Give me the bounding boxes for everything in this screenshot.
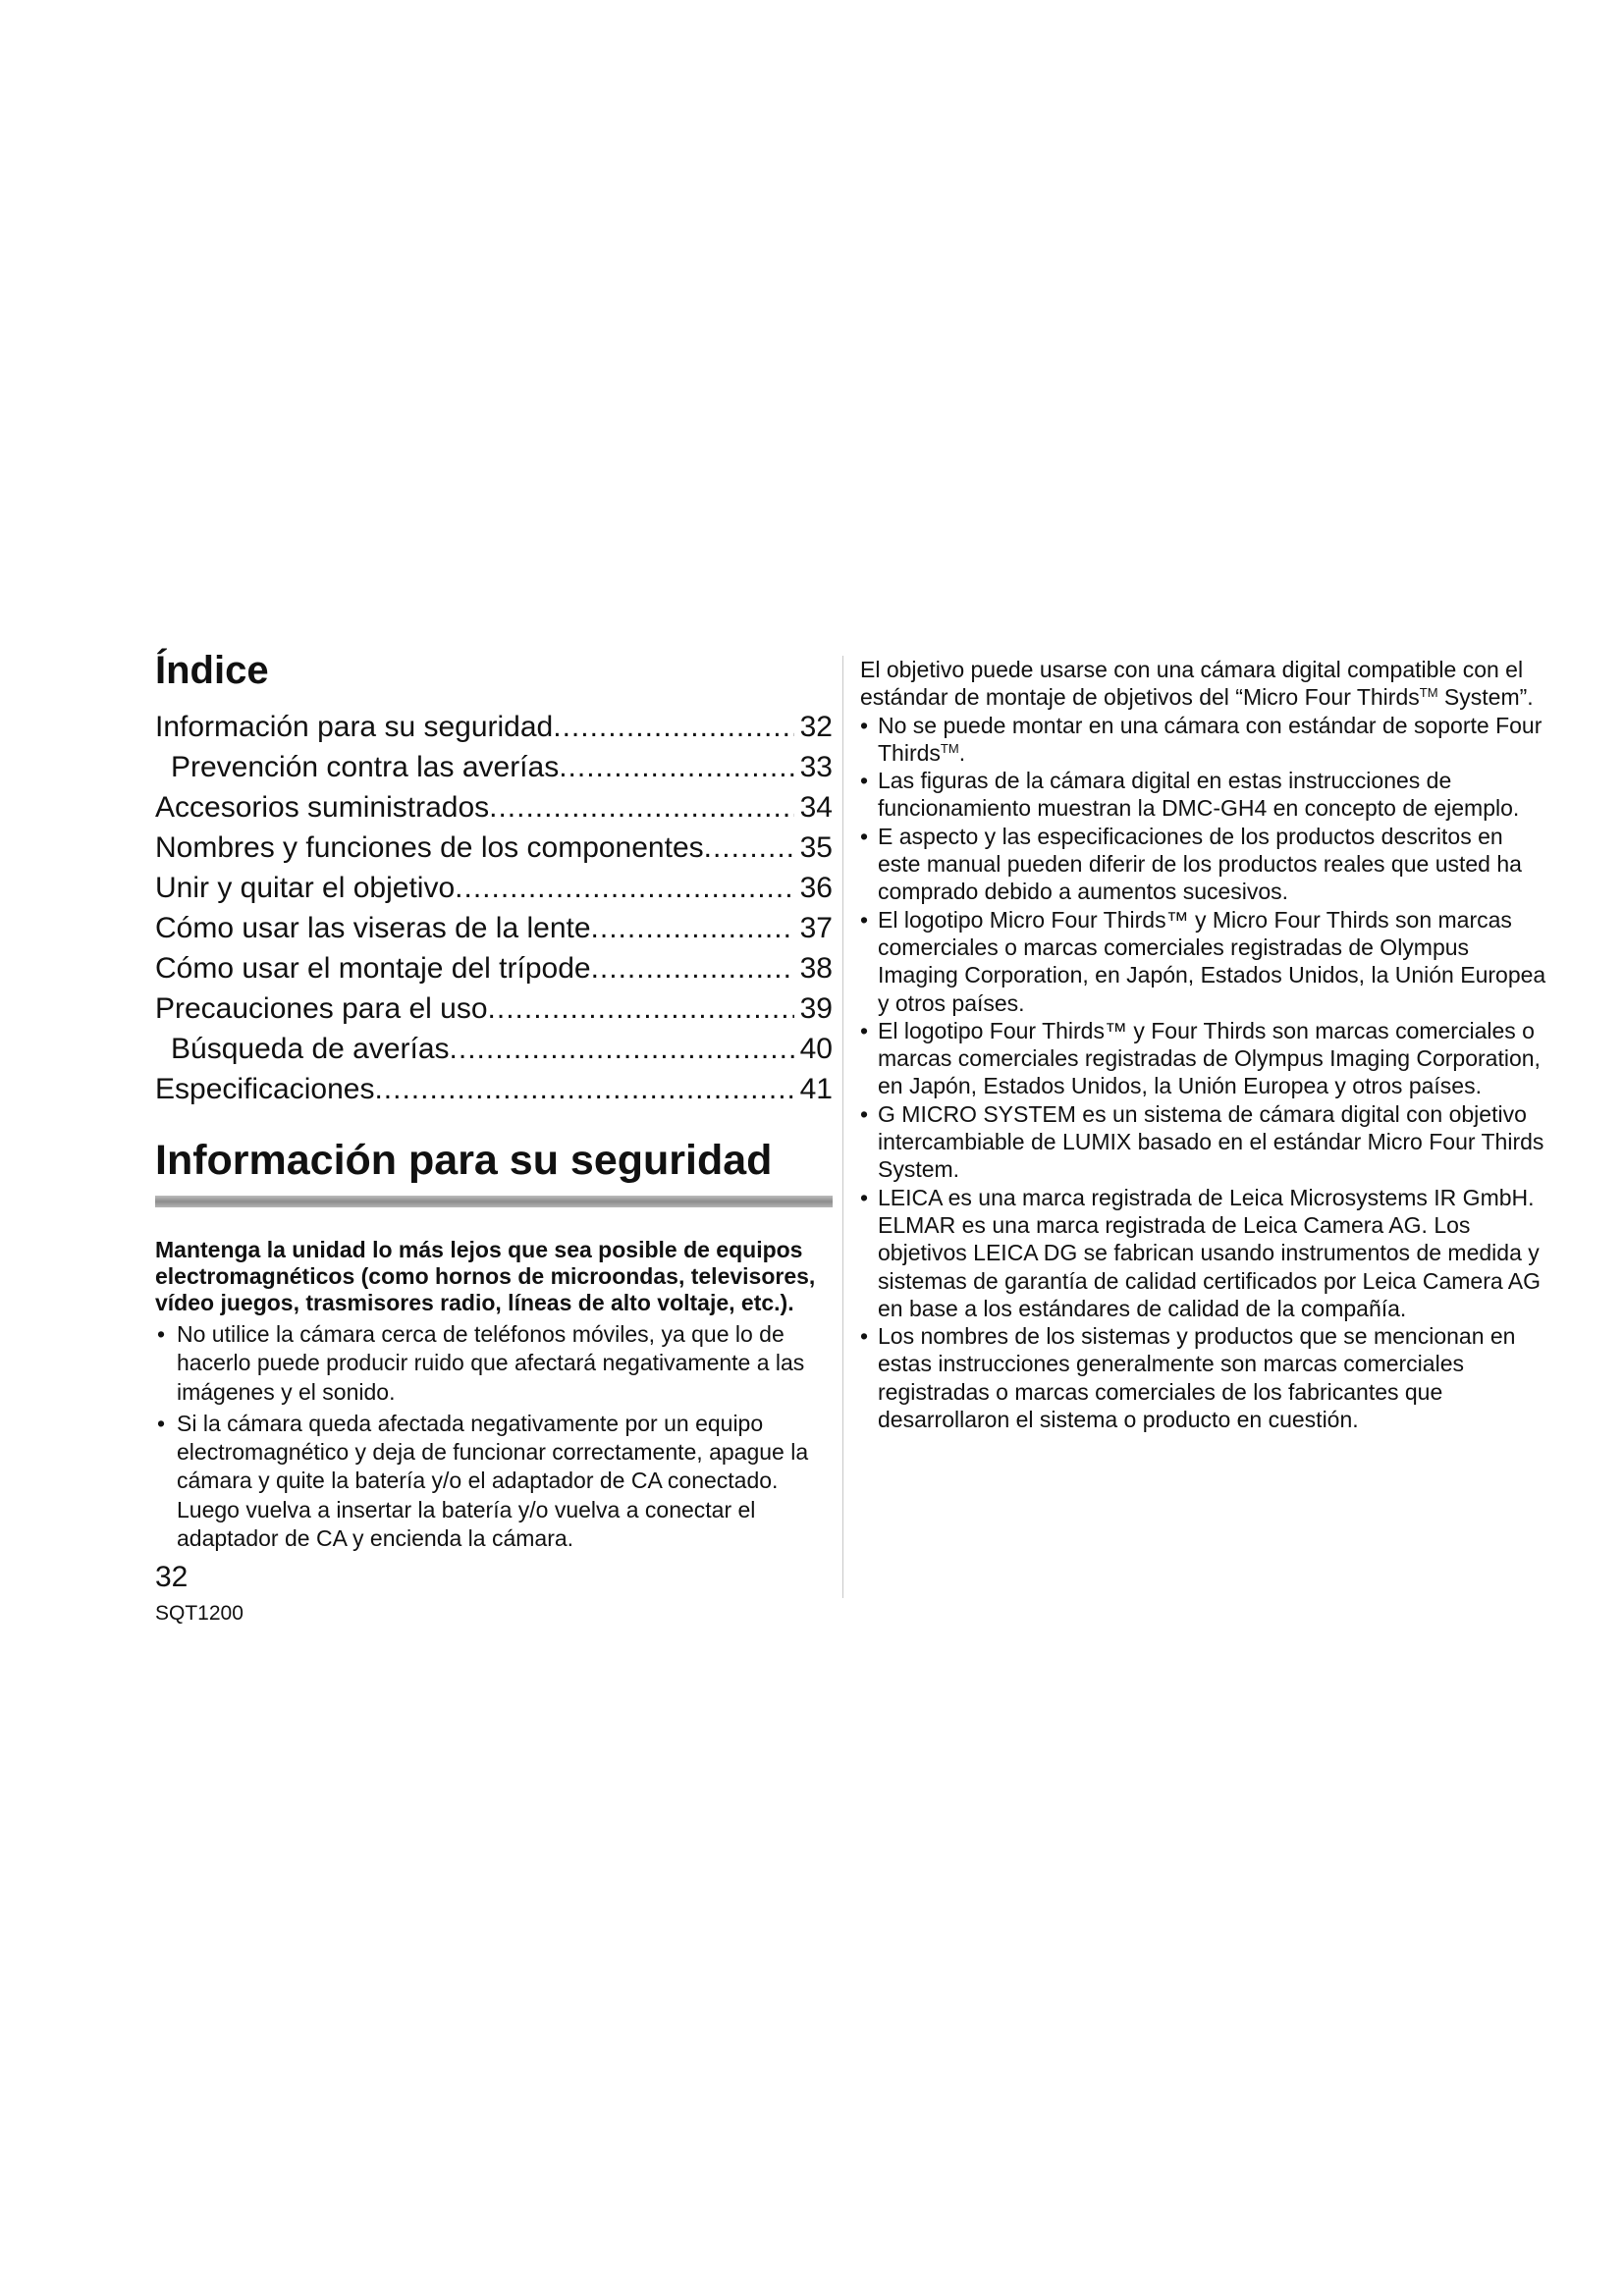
toc-entry-page: 41 — [799, 1073, 833, 1105]
toc-entry[interactable] — [155, 787, 833, 828]
toc-entry[interactable] — [155, 747, 833, 787]
note-bullet: • E aspecto y las especificaciones de los productos descritos en este manual pueden diferir de los productos reales que usted ha comprado debido a aumentos sucesivos. — [860, 823, 1547, 906]
toc-entry[interactable] — [155, 948, 833, 988]
note-bullet: • Las figuras de la cámara digital en estas instrucciones de funcionamiento muestran la DMC-GH4 en concepto de ejemplo. — [860, 767, 1547, 823]
note-text-end: . — [958, 739, 966, 766]
intro-text: El objetivo puede usarse con una cámara digital compatible con el estándar de montaje de objetivos del “Micro Four Thirds — [860, 657, 1524, 711]
safety-bullet: • Si la cámara queda afectada negativamente por un equipo electromagnético y deja de funcionar correctamente, apague la cámara y quite la batería y/o el adaptador de CA conectado. Luego vuelva a insertar la batería y/o vuelva a conectar el adaptador de CA y encienda la cámara. — [155, 1410, 833, 1553]
note-text: No se puede montar en una cámara con estándar de soporte Four Thirds — [878, 712, 1543, 766]
toc-title: Índice — [155, 649, 269, 692]
toc-entry-label: Especificaciones — [155, 1073, 375, 1105]
toc-entry-label: Búsqueda de averías — [171, 1033, 450, 1065]
toc-leader-dots — [591, 908, 794, 948]
toc-entry-page: 32 — [799, 711, 833, 743]
safety-warning: Mantenga la unidad lo más lejos que sea posible de equipos electromagnéticos (como hornos de microondas, televisores, vídeo juegos, trasmisores radio, líneas de alto voltaje, etc.). — [155, 1237, 816, 1315]
note-bullet — [860, 712, 1547, 768]
note-bullet: • G MICRO SYSTEM es un sistema de cámara digital con objetivo intercambiable de LUMIX basado en el estándar Micro Four Thirds System. — [860, 1100, 1547, 1184]
table-of-contents — [155, 707, 833, 1109]
toc-entry-page: 36 — [799, 872, 833, 904]
toc-entry[interactable] — [155, 868, 833, 908]
intro-text-end: System”. — [1437, 684, 1534, 711]
toc-entry[interactable] — [155, 908, 833, 948]
notes-bullet-list — [860, 712, 1547, 1434]
toc-entry-label: Cómo usar el montaje del trípode — [155, 952, 591, 985]
toc-entry-label: Precauciones para el uso — [155, 992, 488, 1025]
toc-entry-page: 40 — [799, 1033, 833, 1065]
trademark-superscript: TM — [940, 740, 959, 756]
safety-bullet-list — [155, 1320, 833, 1553]
toc-entry-page: 34 — [799, 791, 833, 824]
toc-entry-page: 37 — [799, 912, 833, 944]
toc-entry[interactable] — [155, 828, 833, 868]
toc-leader-dots — [488, 988, 794, 1029]
toc-entry[interactable] — [155, 1069, 833, 1109]
toc-entry-page: 33 — [799, 751, 833, 783]
toc-entry[interactable] — [155, 988, 833, 1029]
toc-entry-label: Prevención contra las averías — [171, 751, 560, 783]
page-number: 32 — [155, 1561, 189, 1594]
title-underline-bar — [155, 1196, 833, 1207]
toc-entry-label: Nombres y funciones de los componentes — [155, 831, 704, 864]
toc-entry[interactable] — [155, 1029, 833, 1069]
document-code: SQT1200 — [155, 1602, 244, 1626]
toc-leader-dots — [455, 868, 793, 908]
column-divider — [842, 656, 843, 1598]
toc-leader-dots — [450, 1029, 794, 1069]
toc-entry-label: Información para su seguridad — [155, 711, 554, 743]
toc-entry-label: Accesorios suministrados — [155, 791, 490, 824]
note-bullet: • LEICA es una marca registrada de Leica Microsystems IR GmbH. ELMAR es una marca registrada de Leica Camera AG. Los objetivos LEICA DG se fabrican usando instrumentos de medida y sistemas de garantía de calidad certificados por Leica Camera AG en base a los estándares de calidad de la compañía. — [860, 1184, 1547, 1322]
toc-entry-page: 39 — [799, 992, 833, 1025]
toc-entry-label: Cómo usar las viseras de la lente — [155, 912, 591, 944]
compatibility-intro — [860, 656, 1547, 712]
trademark-superscript: TM — [1419, 685, 1438, 701]
safety-section-title: Información para su seguridad — [155, 1137, 773, 1184]
toc-entry-page: 35 — [799, 831, 833, 864]
note-bullet: • El logotipo Micro Four Thirds™ y Micro Four Thirds son marcas comerciales o marcas comerciales registradas de Olympus Imaging Corporation, en Japón, Estados Unidos, la Unión Europea y otros países. — [860, 906, 1547, 1017]
toc-leader-dots — [374, 1069, 793, 1109]
toc-entry-label: Unir y quitar el objetivo — [155, 872, 456, 904]
left-column — [155, 648, 833, 1626]
toc-leader-dots — [553, 707, 793, 747]
toc-entry[interactable] — [155, 707, 833, 747]
toc-leader-dots — [559, 747, 793, 787]
toc-leader-dots — [489, 787, 794, 828]
note-bullet: • Los nombres de los sistemas y productos que se mencionan en estas instrucciones generalmente son marcas comerciales registradas o marcas comerciales de los fabricantes que desarrollaron el sistema o producto en cuestión. — [860, 1322, 1547, 1433]
toc-entry-page: 38 — [799, 952, 833, 985]
safety-bullet: • No utilice la cámara cerca de teléfonos móviles, ya que lo de hacerlo puede producir ruido que afectará negativamente a las imágenes y el sonido. — [155, 1320, 833, 1407]
note-bullet: • El logotipo Four Thirds™ y Four Thirds son marcas comerciales o marcas comerciales registradas de Olympus Imaging Corporation, en Japón, Estados Unidos, la Unión Europea y otros países. — [860, 1017, 1547, 1100]
right-column — [860, 656, 1547, 1433]
toc-leader-dots — [704, 828, 794, 868]
toc-leader-dots — [591, 948, 794, 988]
